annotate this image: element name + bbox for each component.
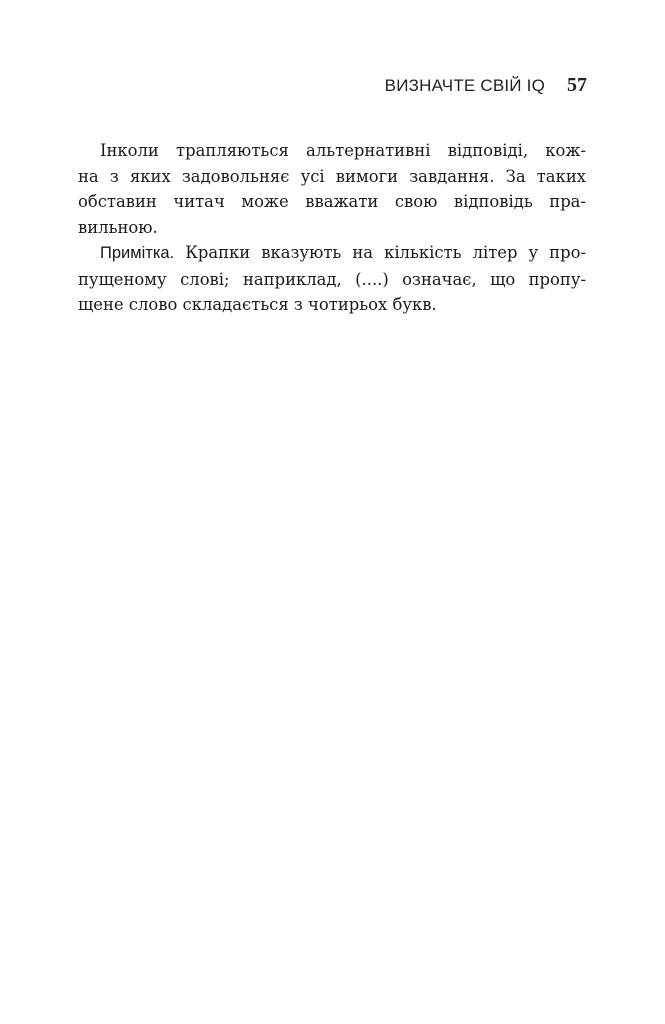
running-head	[385, 74, 587, 97]
paragraph-line: пущеному слові; наприклад, (....) означає, що пропу-	[78, 269, 586, 289]
note-label: Примітка.	[100, 244, 175, 262]
paragraph-note	[78, 240, 586, 318]
paragraph-line: Інколи трапляються альтернативні відповіді, кож-	[100, 141, 586, 160]
paragraph-alternative-answers	[78, 138, 586, 240]
body-text	[78, 138, 586, 318]
paragraph-line: щене слово складається з чотирьох букв.	[78, 295, 437, 314]
page-number: 57	[567, 74, 587, 96]
running-title: ВИЗНАЧТЕ СВІЙ IQ	[384, 76, 545, 95]
paragraph-line: на з яких задовольняє усі вимоги завдання. За таких	[78, 166, 586, 186]
note-first-line-text: Крапки вказують на кількість літер у про-	[174, 243, 586, 262]
note-first-line	[78, 240, 586, 267]
paragraph-line: вильною.	[78, 217, 158, 237]
paragraph-line: обставин читач може вважати свою відповідь пра-	[78, 192, 586, 211]
